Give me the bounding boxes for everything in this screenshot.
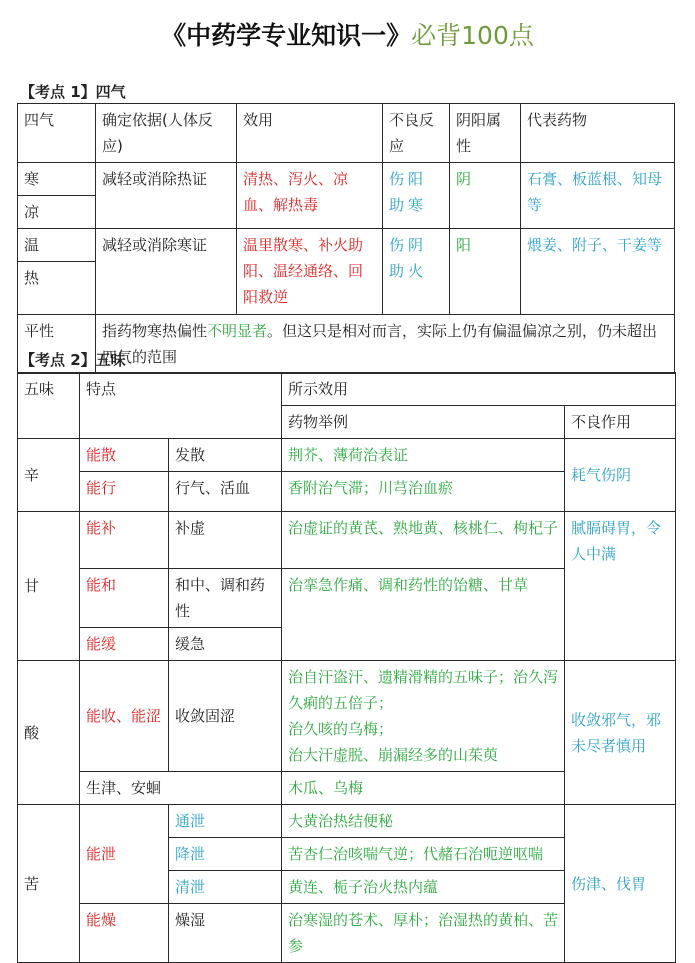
ability-cell: 能散 [80, 439, 169, 472]
flavor-cell-gan: 甘 [18, 512, 80, 661]
drugs-cell: 石膏、板蓝根、知母等 [521, 163, 675, 229]
header-cell: 代表药物 [521, 104, 675, 163]
example-cell: 木瓜、乌梅 [282, 772, 565, 805]
example-cell: 香附治气滞；川芎治血瘀 [282, 472, 565, 512]
adverse-cell: 伤津、伐胃 [565, 805, 676, 963]
ability-cell: 能行 [80, 472, 169, 512]
table-row [18, 661, 676, 772]
flavor-cell-ku: 苦 [18, 805, 80, 963]
feature-cell: 缓急 [169, 628, 282, 661]
example-cell [282, 661, 565, 772]
subkind-cell: 清泄 [169, 871, 282, 904]
adverse-cell: 腻膈碍胃，令人中满 [565, 512, 676, 661]
example-line: 治久咳的乌梅； [288, 720, 394, 738]
qi-cell: 寒 [18, 163, 96, 196]
basis-cell: 减轻或消除热证 [96, 163, 237, 229]
wuwei-header-row [18, 373, 676, 406]
pingxing-text-after: 。但这只是相对而言，实际上仍有偏温偏凉之别，仍未超出四气的范围 [102, 322, 658, 366]
qi-cell: 温 [18, 229, 96, 262]
feature-cell: 收敛固涩 [169, 661, 282, 772]
title-sub: 必背100点 [411, 21, 534, 50]
adverse-cell: 伤阳助寒 [383, 163, 450, 229]
adverse-cell: 伤阴助火 [383, 229, 450, 315]
wuwei-table [17, 372, 676, 963]
page-title [0, 16, 695, 56]
header-cell: 五味 [18, 373, 80, 439]
header-cell: 所示效用 [282, 373, 676, 406]
feature-cell: 补虚 [169, 512, 282, 569]
feature-cell: 发散 [169, 439, 282, 472]
table-row [18, 163, 675, 196]
feature-cell: 和中、调和药性 [169, 569, 282, 628]
subkind-cell: 降泄 [169, 838, 282, 871]
header-cell: 阴阳属性 [450, 104, 521, 163]
header-cell: 不良反应 [383, 104, 450, 163]
ability-cell: 能燥 [80, 904, 169, 963]
flavor-cell-xin: 辛 [18, 439, 80, 512]
example-cell: 苦杏仁治咳喘气逆；代赭石治呃逆呕喘 [282, 838, 565, 871]
ability-cell: 能补 [80, 512, 169, 569]
qi-cell: 热 [18, 262, 96, 315]
subkind-cell: 通泄 [169, 805, 282, 838]
header-cell: 特点 [80, 373, 282, 439]
table-row [18, 805, 676, 838]
pingxing-text [96, 315, 675, 374]
siqi-table [17, 103, 675, 374]
header-cell: 不良作用 [565, 406, 676, 439]
header-cell: 四气 [18, 104, 96, 163]
header-cell: 确定依据(人体反应) [96, 104, 237, 163]
yinyang-cell: 阴 [450, 163, 521, 229]
example-cell: 荆芥、薄荷治表证 [282, 439, 565, 472]
section1-heading: 【考点 1】四气 [20, 83, 126, 101]
ability-cell: 能缓 [80, 628, 169, 661]
example-cell: 治寒湿的苍术、厚朴；治湿热的黄柏、苦参 [282, 904, 565, 963]
pingxing-text-highlight: 不明显者 [207, 322, 268, 340]
example-line: 治大汗虚脱、崩漏经多的山茱萸 [288, 746, 499, 764]
example-cell: 黄连、栀子治火热内蕴 [282, 871, 565, 904]
basis-cell: 减轻或消除寒证 [96, 229, 237, 315]
table-row [18, 439, 676, 472]
pingxing-label: 平性 [18, 315, 96, 374]
ability-cell: 能和 [80, 569, 169, 628]
adverse-cell: 收敛邪气，邪未尽者慎用 [565, 661, 676, 805]
header-cell: 药物举例 [282, 406, 565, 439]
siqi-header-row [18, 104, 675, 163]
example-cell: 治挛急作痛、调和药性的饴糖、甘草 [282, 569, 565, 661]
feature-cell: 生津、安蛔 [80, 772, 282, 805]
section2-heading: 【考点 2】五味 [20, 351, 126, 369]
drugs-cell: 煨姜、附子、干姜等 [521, 229, 675, 315]
feature-cell: 燥湿 [169, 904, 282, 963]
ability-cell: 能收、能涩 [80, 661, 169, 772]
adverse-cell: 耗气伤阴 [565, 439, 676, 512]
yinyang-cell: 阳 [450, 229, 521, 315]
effect-cell: 温里散寒、补火助阳、温经通络、回阳救逆 [237, 229, 383, 315]
feature-cell: 行气、活血 [169, 472, 282, 512]
ability-cell: 能泄 [80, 805, 169, 904]
table-row [18, 512, 676, 569]
table-row [18, 229, 675, 262]
example-cell: 治虚证的黄芪、熟地黄、核桃仁、枸杞子 [282, 512, 565, 569]
effect-cell: 清热、泻火、凉血、解热毒 [237, 163, 383, 229]
qi-cell: 凉 [18, 196, 96, 229]
pingxing-text-before: 指药物寒热偏性 [102, 322, 208, 340]
example-cell: 大黄治热结便秘 [282, 805, 565, 838]
flavor-cell-suan: 酸 [18, 661, 80, 805]
header-cell: 效用 [237, 104, 383, 163]
example-line: 治自汗盗汗、遗精滑精的五味子；治久泻久痢的五倍子； [288, 668, 559, 712]
title-main: 《中药学专业知识一》 [161, 21, 412, 50]
